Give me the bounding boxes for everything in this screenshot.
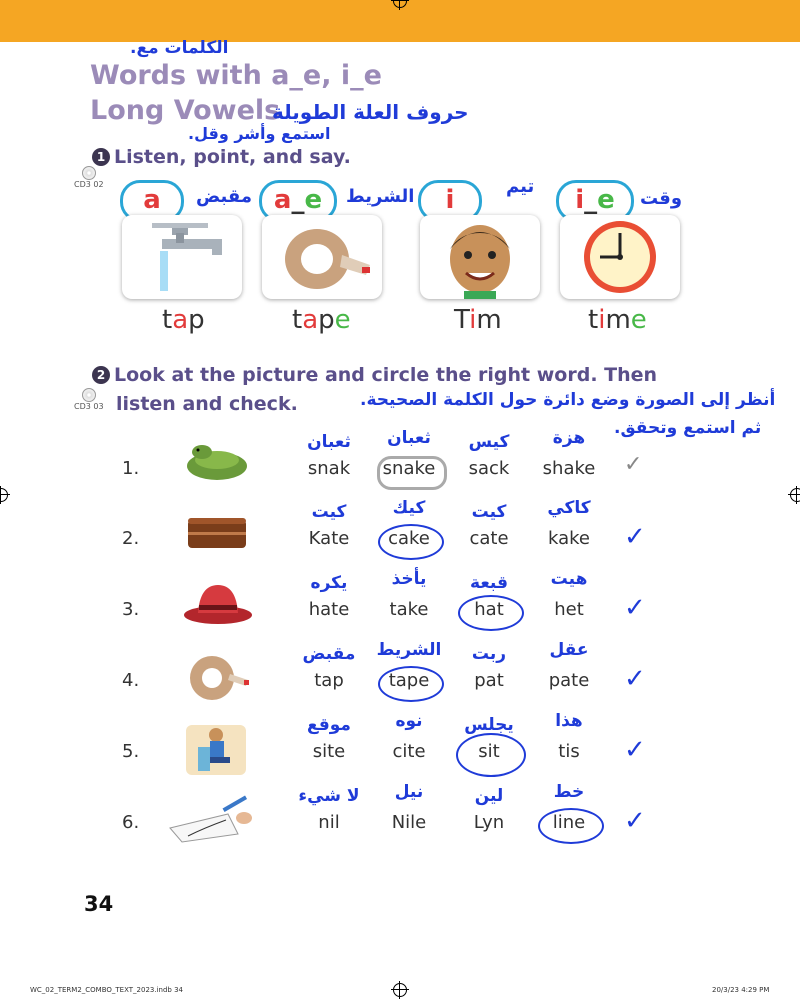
- registration-mark-bottom: [393, 983, 407, 997]
- bubble-a: a: [120, 180, 184, 222]
- arabic-listen-point: استمع وأشر وقل.: [188, 124, 331, 143]
- clock-icon: [560, 215, 680, 299]
- check-mark-icon: ✓: [624, 452, 643, 477]
- option-arabic: نوه: [395, 711, 423, 731]
- option-arabic: موقع: [307, 715, 351, 735]
- answer-circle: [538, 808, 604, 844]
- exercise2-instruction-line2: listen and check.: [116, 393, 298, 415]
- check-mark-icon: ✓: [624, 522, 646, 552]
- word-option[interactable]: nil: [318, 812, 340, 833]
- page-title: Words with a_e, i_e: [90, 60, 382, 91]
- bubble-i: i: [418, 180, 482, 222]
- cake-icon: [182, 508, 262, 570]
- option-arabic: خط: [553, 782, 585, 802]
- option-arabic: نيل: [394, 782, 424, 802]
- faucet-icon: [122, 215, 242, 299]
- cd-track-icon-2: [74, 388, 104, 411]
- word-option[interactable]: sack: [468, 458, 510, 479]
- option-arabic: كاكي: [547, 498, 591, 518]
- word-tape: tape: [292, 305, 351, 335]
- clock-card: [560, 215, 680, 299]
- word-time: time: [588, 305, 647, 335]
- exercise2-instruction-line1: [92, 364, 657, 386]
- row-number: 5.: [122, 741, 140, 762]
- word-option[interactable]: snake: [382, 458, 436, 479]
- exercise2-text-1: Look at the picture and circle the right word. Then: [114, 364, 658, 386]
- word-option[interactable]: pat: [474, 670, 504, 691]
- option-arabic: يجلس: [464, 715, 514, 735]
- arabic-time: وقت: [640, 188, 683, 209]
- answer-circle: [378, 666, 444, 702]
- word-option[interactable]: hate: [308, 599, 350, 620]
- word-option[interactable]: cake: [388, 528, 430, 549]
- word-option[interactable]: Lyn: [473, 812, 505, 833]
- arabic-instruction-2: ثم استمع وتحقق.: [614, 418, 762, 438]
- pen-line-icon: [168, 792, 278, 854]
- option-arabic: عقل: [549, 640, 589, 660]
- option-arabic: لين: [474, 786, 504, 806]
- row-number: 1.: [122, 458, 140, 479]
- word-option[interactable]: sit: [478, 741, 500, 762]
- exercise1-number: 1: [92, 148, 110, 166]
- faucet-card: [122, 215, 242, 299]
- check-mark-icon: ✓: [624, 806, 646, 836]
- arabic-tap: مقبض: [196, 186, 253, 207]
- option-arabic: هذا: [555, 711, 583, 731]
- cd-track-label-2: CD3 03: [74, 402, 104, 411]
- check-mark-icon: ✓: [624, 664, 646, 694]
- word-option[interactable]: shake: [542, 458, 596, 479]
- word-option[interactable]: tap: [314, 670, 344, 691]
- row-number: 4.: [122, 670, 140, 691]
- word-option[interactable]: snak: [307, 458, 351, 479]
- arabic-words-with: الكلمات مع.: [130, 38, 229, 58]
- option-arabic: كيك: [392, 498, 426, 518]
- option-arabic: مقبض: [302, 644, 356, 664]
- word-option[interactable]: site: [312, 741, 346, 762]
- word-option[interactable]: Nile: [391, 812, 427, 833]
- option-arabic: كيس: [468, 432, 510, 452]
- bubble-a-e: a_e: [259, 180, 337, 222]
- word-option[interactable]: Kate: [308, 528, 350, 549]
- boy-face-icon: [420, 215, 540, 299]
- option-arabic: قبعة: [470, 573, 508, 593]
- word-option[interactable]: tis: [558, 741, 580, 762]
- word-option[interactable]: cate: [469, 528, 509, 549]
- row-number: 3.: [122, 599, 140, 620]
- word-option[interactable]: cite: [392, 741, 426, 762]
- word-tap: tap: [162, 305, 205, 335]
- word-option[interactable]: het: [554, 599, 584, 620]
- option-arabic: ثعبان: [387, 428, 431, 448]
- snake-icon: [182, 438, 262, 500]
- option-arabic: كيت: [311, 502, 347, 522]
- tape-roll-icon: [262, 215, 382, 299]
- option-arabic: هزة: [552, 428, 586, 448]
- answer-circle: [378, 524, 444, 560]
- answer-circle: [377, 456, 447, 490]
- exercise1-instruction: [92, 146, 351, 168]
- bubble-i-e: i_e: [556, 180, 634, 222]
- option-arabic: يأخذ: [391, 569, 427, 589]
- word-option[interactable]: take: [389, 599, 429, 620]
- option-arabic: هيت: [550, 569, 588, 589]
- arabic-tape: الشريط: [346, 186, 415, 207]
- cd-track-label: CD3 02: [74, 180, 104, 189]
- row-number: 2.: [122, 528, 140, 549]
- word-option[interactable]: pate: [548, 670, 590, 691]
- hat-icon: [182, 579, 262, 641]
- option-arabic: كيت: [471, 502, 507, 522]
- check-mark-icon: ✓: [624, 593, 646, 623]
- word-option[interactable]: tape: [388, 670, 430, 691]
- word-tim: Tim: [454, 305, 502, 335]
- footer-date: 20/3/23 4:29 PM: [712, 986, 770, 994]
- row-number: 6.: [122, 812, 140, 833]
- arabic-long-vowels: حروف العلة الطويلة: [272, 100, 469, 124]
- registration-mark-left: [0, 488, 8, 502]
- arabic-instruction-1: أنظر إلى الصورة وضع دائرة حول الكلمة الصحيحة.: [360, 390, 776, 410]
- option-arabic: ثعبان: [307, 432, 351, 452]
- option-arabic: الشريط: [376, 640, 442, 660]
- arabic-tim: تيم: [506, 176, 535, 197]
- answer-circle: [456, 733, 526, 777]
- boy-sitting-icon: [182, 721, 262, 783]
- tape-card: [262, 215, 382, 299]
- page-number: 34: [84, 892, 114, 916]
- option-arabic: ربت: [471, 644, 507, 664]
- word-option[interactable]: hat: [474, 599, 504, 620]
- word-option[interactable]: line: [552, 812, 586, 833]
- check-mark-icon: ✓: [624, 735, 646, 765]
- footer-file: WC_02_TERM2_COMBO_TEXT_2023.indb 34: [30, 986, 183, 994]
- exercise1-text: Listen, point, and say.: [114, 146, 351, 168]
- answer-circle: [458, 595, 524, 631]
- exercise2-number: 2: [92, 366, 110, 384]
- cd-track-icon: [74, 166, 104, 189]
- word-option[interactable]: kake: [548, 528, 590, 549]
- option-arabic: لا شيء: [298, 786, 360, 806]
- page-subtitle: Long Vowels: [90, 95, 281, 126]
- tape-roll-icon: [182, 650, 262, 712]
- registration-mark-right: [790, 488, 800, 502]
- tim-card: [420, 215, 540, 299]
- option-arabic: يكره: [310, 573, 348, 593]
